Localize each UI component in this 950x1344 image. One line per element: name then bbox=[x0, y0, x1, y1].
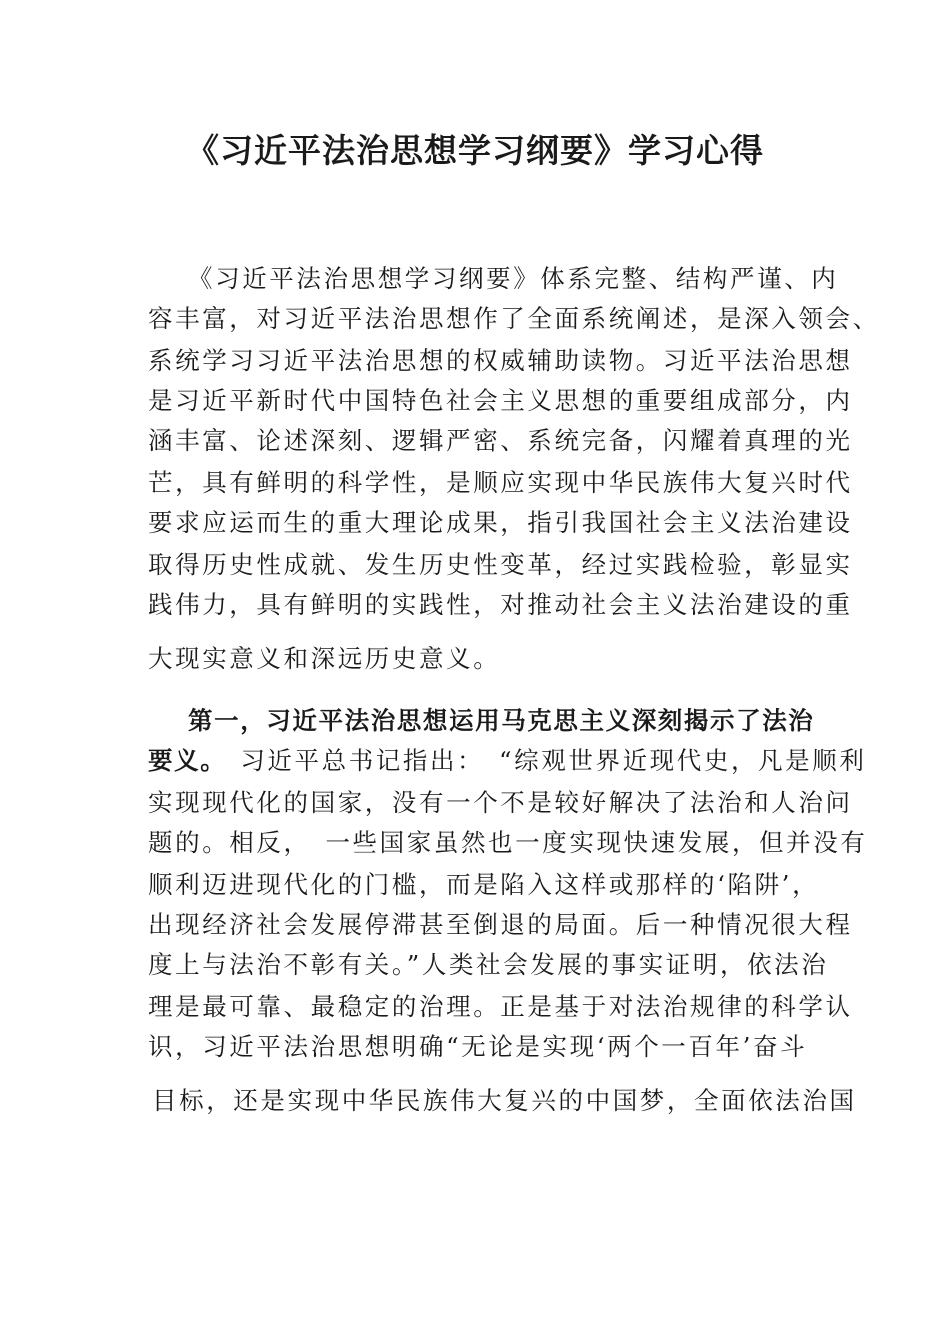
paragraph-line: 系统学习习近平法治思想的权威辅助读物。习近平法治思想 bbox=[148, 346, 853, 375]
paragraph-line: 题的。相反， 一些国家虽然也一度实现快速发展，但并没有 bbox=[148, 828, 868, 857]
paragraph-line: 出现经济社会发展停滞甚至倒退的局面。后一种情况很大程 bbox=[148, 910, 853, 939]
paragraph-line: 芒，具有鲜明的科学性，是顺应实现中华民族伟大复兴时代 bbox=[148, 468, 853, 497]
section-heading: 第一，习近平法治思想运用马克思主义深刻揭示了法治 bbox=[188, 706, 815, 735]
paragraph-line-rest: 习近平总书记指出： “综观世界近现代史，凡是顺利 bbox=[240, 746, 867, 775]
paragraph-line: 是习近平新时代中国特色社会主义思想的重要组成部分，内 bbox=[148, 386, 853, 415]
document-title: 《习近平法治思想学习纲要》学习心得 bbox=[186, 131, 764, 170]
paragraph-line: 顺利迈进现代化的门槛，而是陷入这样或那样的‘陷阱’， bbox=[148, 870, 820, 899]
paragraph-line: 度上与法治不彰有关。”人类社会发展的事实证明，依法治 bbox=[148, 950, 829, 979]
paragraph-line: 大现实意义和深远历史意义。 bbox=[148, 644, 501, 673]
paragraph-line: 要求应运而生的重大理论成果，指引我国社会主义法治建设 bbox=[148, 508, 853, 537]
paragraph-line bbox=[148, 741, 867, 781]
section-heading-end: 要义。 bbox=[148, 746, 227, 775]
paragraph-line: 实现现代化的国家，没有一个不是较好解决了法治和人治问 bbox=[148, 788, 853, 817]
paragraph-line: 理是最可靠、最稳定的治理。正是基于对法治规律的科学认 bbox=[148, 992, 853, 1021]
paragraph-line: 践伟力，具有鲜明的实践性，对推动社会主义法治建设的重 bbox=[148, 590, 853, 619]
paragraph-line: 取得历史性成就、发生历史性变革，经过实践检验，彰显实 bbox=[148, 550, 853, 579]
paragraph-line: 识，习近平法治思想明确“无论是实现‘两个一百年’奋斗 bbox=[148, 1032, 808, 1061]
paragraph-line: 《习近平法治思想学习纲要》体系完整、结构严谨、内 bbox=[188, 264, 839, 293]
paragraph-line: 容丰富，对习近平法治思想作了全面系统阐述，是深入领会、 bbox=[148, 304, 880, 333]
paragraph-line: 涵丰富、论述深刻、逻辑严密、系统完备，闪耀着真理的光 bbox=[148, 426, 853, 455]
paragraph-line: 目标，还是实现中华民族伟大复兴的中国梦，全面依法治国 bbox=[152, 1086, 857, 1115]
